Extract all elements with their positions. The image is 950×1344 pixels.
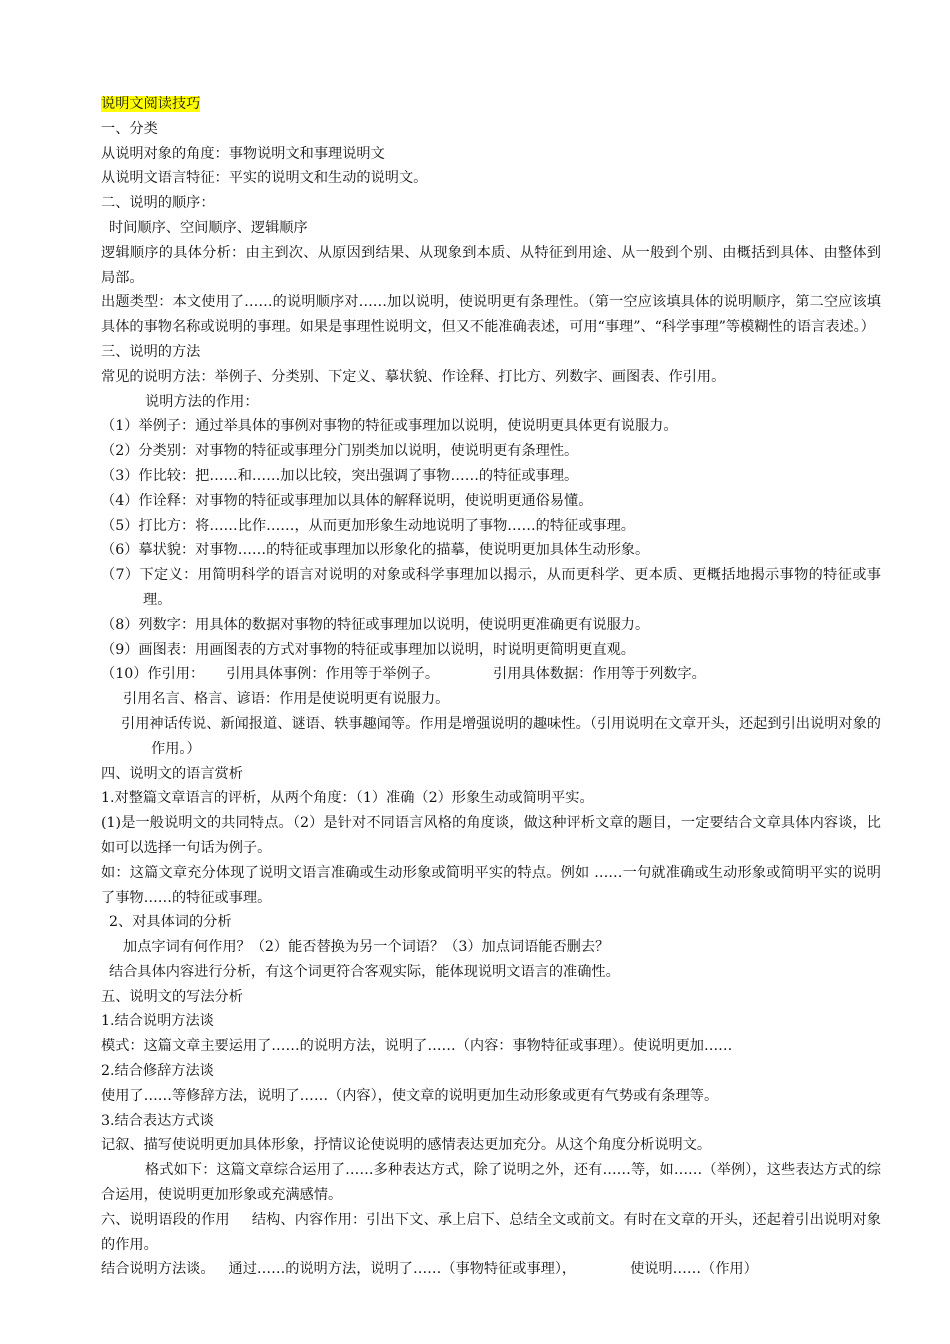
language-paragraph: (1)是一般说明文的共同特点。（2）是针对不同语言风格的角度谈，做这种评析文章的题目，一定要结合文章具体内容谈，比如可以选择一句话为例子。 bbox=[101, 815, 881, 856]
language-analysis: 结合具体内容进行分析，有这个词更符合客观实际，能体现说明文语言的准确性。 bbox=[109, 963, 620, 980]
section-6-heading: 六、说明语段的作用 bbox=[101, 1211, 230, 1228]
method-item-10 bbox=[101, 662, 881, 687]
section-1-heading: 一、分类 bbox=[101, 120, 158, 137]
doc-title: 说明文阅读技巧 bbox=[101, 96, 201, 112]
method-item: （3）作比较：把……和……加以比较，突出强调了事物……的特征或事理。 bbox=[101, 467, 579, 484]
section-5-heading: 五、说明文的写法分析 bbox=[101, 988, 243, 1005]
method-item: （6）摹状貌：对事物……的特征或事理加以形象化的描摹，使说明更加具体生动形象。 bbox=[101, 542, 650, 559]
item10-quotes: 引用名言、格言、谚语：作用是使说明更有说服力。 bbox=[123, 691, 450, 708]
writing-subheading: 3.结合表达方式谈 bbox=[101, 1112, 214, 1129]
section-2-heading: 二、说明的顺序： bbox=[101, 195, 215, 212]
order-types: 时间顺序、空间顺序、逻辑顺序 bbox=[109, 219, 308, 236]
final-line bbox=[101, 1257, 881, 1282]
method-item: （1）举例子：通过举具体的事例对事物的特征或事理加以说明，使说明更具体更有说服力。 bbox=[101, 418, 678, 435]
item10-label: （10）作引用： bbox=[101, 666, 205, 683]
language-subheading: 2、对具体词的分析 bbox=[109, 914, 232, 931]
item10-examples: 引用具体事例：作用等于举例子。 bbox=[226, 666, 440, 683]
method-item: （2）分类别：对事物的特征或事理分门别类加以说明，使说明更有条理性。 bbox=[101, 443, 579, 460]
section-4-heading: 四、说明文的语言赏析 bbox=[101, 765, 243, 782]
writing-subheading: 1.结合说明方法谈 bbox=[101, 1013, 214, 1030]
final-function: 使说明……（作用） bbox=[630, 1261, 758, 1278]
writing-text: 模式：这篇文章主要运用了……的说明方法，说明了……（内容：事物特征或事理）。使说明更加…… bbox=[101, 1038, 733, 1055]
section-3-heading: 三、说明的方法 bbox=[101, 343, 201, 360]
section-6-paragraph bbox=[101, 1208, 881, 1258]
writing-subheading: 2.结合修辞方法谈 bbox=[101, 1063, 214, 1080]
classification-line-1: 从说明对象的角度：事物说明文和事理说明文 bbox=[101, 145, 385, 162]
section-6-text: 结构、内容作用：引出下文、承上启下、总结全文或前文。有时在文章的开头，还起着引出说明对象的作用。 bbox=[101, 1211, 881, 1253]
method-item: （8）列数字：用具体的数据对事物的特征或事理加以说明，使说明更准确更有说服力。 bbox=[101, 616, 650, 633]
writing-text: 使用了……等修辞方法，说明了……（内容），使文章的说明更加生动形象或更有气势或有条理等。 bbox=[101, 1087, 719, 1104]
final-label: 结合说明方法谈。 bbox=[101, 1261, 215, 1278]
order-question-type: 出题类型：本文使用了……的说明顺序对……加以说明，使说明更有条理性。（第一空应该填具体的说明顺序，第二空应该填具体的事物名称或说明的事理。如果是事理性说明文，但又不能准确表述，可用“事理”、“科学事理”等模糊性的语言表述。） bbox=[101, 294, 881, 336]
document-page bbox=[101, 92, 881, 1282]
doc-title-line bbox=[101, 92, 881, 117]
final-method: 通过……的说明方法，说明了……（事物特征或事理）， bbox=[228, 1261, 577, 1278]
language-paragraph: 如：这篇文章充分体现了说明文语言准确或生动形象或简明平实的特点。例如 ……一句就准确或生动形象或简明平实的说明了事物……的特征或事理。 bbox=[101, 864, 881, 906]
item10-data: 引用具体数据：作用等于列数字。 bbox=[493, 666, 706, 683]
classification-line-2: 从说明文语言特征：平实的说明文和生动的说明文。 bbox=[101, 170, 428, 187]
common-methods: 常见的说明方法：举例子、分类别、下定义、摹状貌、作诠释、打比方、列数字、画图表、作引用。 bbox=[101, 368, 726, 385]
writing-format: 格式如下：这篇文章综合运用了……多种表达方式，除了说明之外，还有……等，如……（举例），这些表达方式的综合运用，使说明更加形象或充满感情。 bbox=[101, 1162, 881, 1204]
method-item: （5）打比方：将……比作……，从而更加形象生动地说明了事物……的特征或事理。 bbox=[101, 517, 635, 534]
logical-order-analysis: 逻辑顺序的具体分析：由主到次、从原因到结果、从现象到本质、从特征到用途、从一般到个别、由概括到具体、由整体到局部。 bbox=[101, 244, 881, 286]
item10-myths: 引用神话传说、新闻报道、谜语、轶事趣闻等。作用是增强说明的趣味性。（引用说明在文章开头，还起到引出说明对象的作用。） bbox=[121, 715, 881, 757]
method-item: （7）下定义：用简明科学的语言对说明的对象或科学事理加以揭示，从而更科学、更本质、更概括地揭示事物的特征或事理。 bbox=[101, 567, 881, 608]
language-paragraph: 1.对整篇文章语言的评析，从两个角度：（1）准确（2）形象生动或简明平实。 bbox=[101, 790, 594, 807]
method-item: （4）作诠释：对事物的特征或事理加以具体的解释说明，使说明更通俗易懂。 bbox=[101, 492, 593, 509]
methods-function-heading: 说明方法的作用： bbox=[145, 393, 259, 410]
writing-text: 记叙、描写使说明更加具体形象，抒情议论使说明的感情表达更加充分。从这个角度分析说明文。 bbox=[101, 1137, 712, 1154]
language-questions: 加点字词有何作用？（2）能否替换为另一个词语？（3）加点词语能否删去？ bbox=[123, 939, 610, 956]
method-item: （9）画图表：用画图表的方式对事物的特征或事理加以说明，时说明更简明更直观。 bbox=[101, 641, 635, 658]
